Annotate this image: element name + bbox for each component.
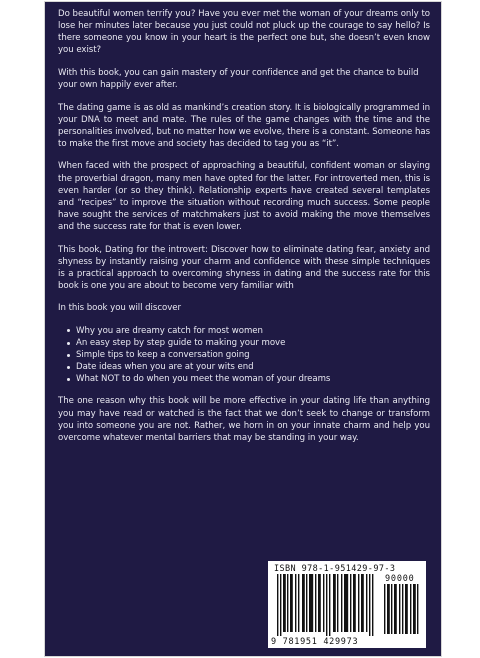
list-item: An easy step by step guide to making your move: [67, 337, 430, 349]
list-item: Why you are dreamy catch for most women: [67, 325, 430, 337]
list-item: Simple tips to keep a conversation going: [67, 349, 430, 361]
paragraph-mastery: With this book, you can gain mastery of your confidence and get the chance to build your own happily ever after.: [58, 67, 419, 90]
paragraph-discover: In this book you will discover: [58, 303, 181, 314]
bullet-list: [58, 325, 430, 385]
paragraph-closing: The one reason why this book will be more effective in your dating life than anything you may have read or watched is the fact that we don’t seek to change or transform you into someone you are not. Rather, we horn in on your innate charm and help you overcome whatever mental barriers that may be standing in your way.: [58, 396, 430, 443]
back-cover: [44, 1, 442, 657]
barcode-addon-number: 90000: [385, 574, 415, 584]
barcode-panel: [268, 561, 426, 648]
paragraph-intro: Do beautiful women terrify you? Have you ever met the woman of your dreams only to lose her minutes later because you just could not pluck up the courage to say hello? Is there someone you know in your heart is the perfect one but, she doesn’t even know you exist?: [58, 9, 430, 56]
barcode-bars: [271, 574, 423, 638]
paragraph-dating-game: The dating game is as old as mankind’s creation story. It is biologically programmed in your DNA to meet and mate. The rules of the game changes with the time and the personalities involved, but no matter how we evolve, there is a constant. Someone has to make the first move and society has decided to tag you as “it”.: [58, 102, 430, 149]
blurb: [58, 8, 430, 454]
paragraph-introverts: When faced with the prospect of approaching a beautiful, confident woman or slaying the proverbial dragon, many men have opted for the latter. For introverted men, this is even harder (or so they think). Relationship experts have created several templates and “recipes” to improve the situation without recording much success. Some people have sought the services of matchmakers just to avoid making the move themselves and the success rate for that is even lower.: [58, 161, 430, 232]
paragraph-this-book: This book, Dating for the introvert: Discover how to eliminate dating fear, anxiety and shyness by instantly raising your charm and confidence with these simple techniques is a practical approach to overcoming shyness in dating and the success rate for this book is one you are about to become very familiar with: [58, 244, 430, 291]
list-item: Date ideas when you are at your wits end: [67, 361, 430, 373]
isbn-label: ISBN 978-1-951429-97-3: [274, 564, 396, 574]
barcode-digits: 9 781951 429973: [271, 637, 359, 647]
list-item: What NOT to do when you meet the woman of your dreams: [67, 373, 430, 385]
